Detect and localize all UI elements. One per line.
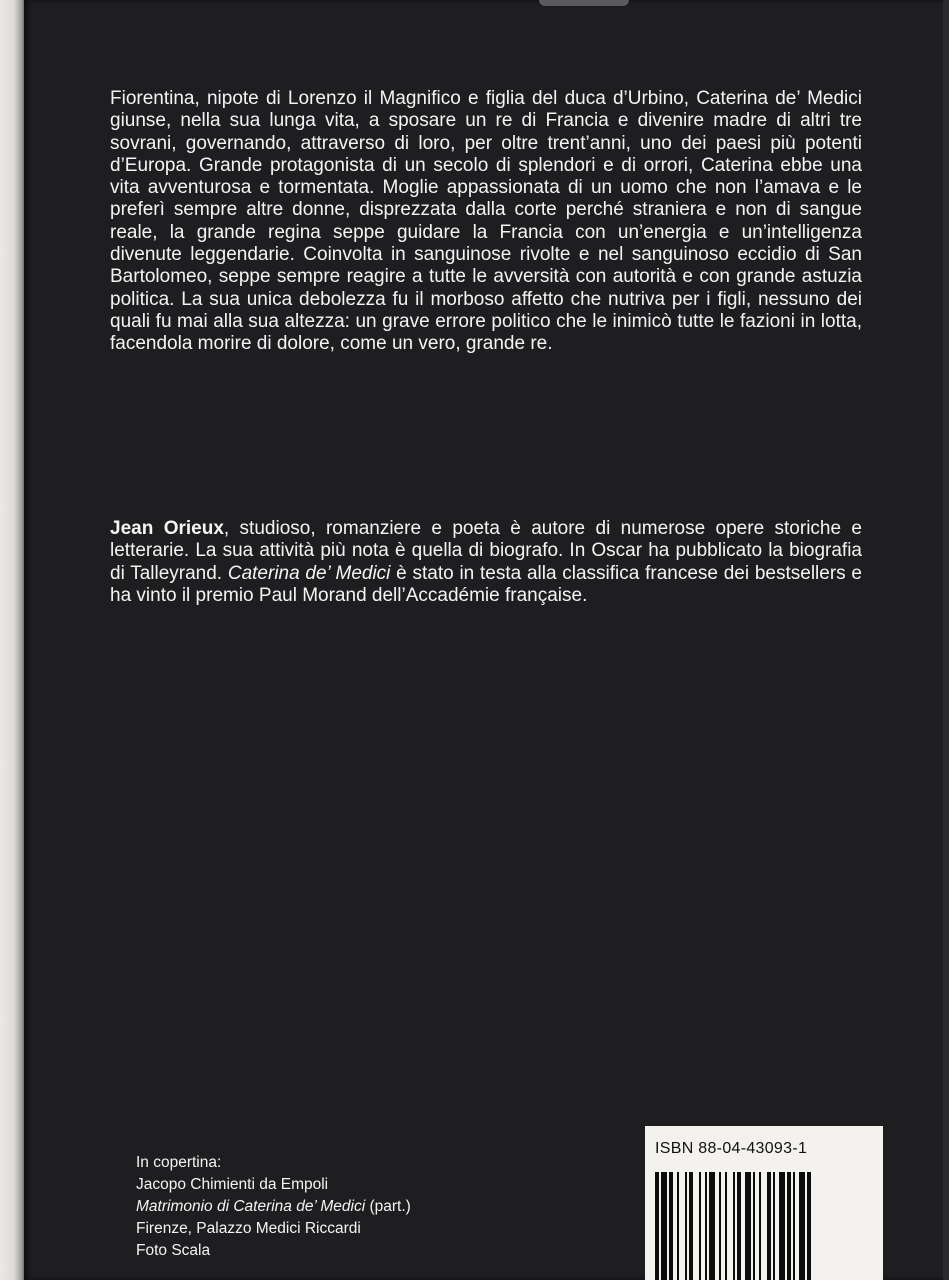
author-bio-paragraph — [110, 518, 862, 607]
synopsis-paragraph: Fiorentina, nipote di Lorenzo il Magnifico e figlia del duca d’Urbino, Caterina de’ Medici giunse, nella sua lunga vita, a sposare un re di Francia e divenire madre di altri tre sovrani, governando, attraverso di loro, per oltre trent’anni, uno dei paesi più potenti d’Europa. Grande protagonista di un secolo di splendori e di orrori, Caterina ebbe una vita avventurosa e tormentata. Moglie appassionata di un uomo che non l’amava e le preferì sempre altre donne, disprezzata dalla corte perché straniera e non di sangue reale, la grande regina seppe guidare la Francia con un’energia e un’intelligenza divenute leggendarie. Coinvolta in sanguinose rivolte e nel sanguinoso eccidio di San Bartolomeo, seppe sempre reagire a tutte le avversità con autorità e con grande astuzia politica. La sua unica debolezza fu il morboso affetto che nutriva per i figli, nessuno dei quali fu mai alla sua altezza: un grave errore politico che le inimicò tutte le fazioni in lotta, facendola morire di dolore, come un vero, grande re. — [110, 88, 862, 355]
credits-location: Firenze, Palazzo Medici Riccardi — [136, 1220, 361, 1237]
author-name: Jean Orieux — [110, 518, 224, 539]
cover-credits — [136, 1152, 411, 1262]
barcode-icon — [655, 1172, 869, 1280]
book-title: Caterina de’ Medici — [227, 562, 391, 584]
credits-heading: In copertina: — [136, 1154, 222, 1171]
credits-artwork — [136, 1196, 411, 1218]
credits-artwork-title: Matrimonio di Caterina de’ Medici — [136, 1198, 366, 1215]
isbn-number: ISBN 88-04-43093-1 — [655, 1140, 808, 1157]
author-bio-text-end: è stato in testa alla classifica francese dei bestsellers e ha vinto il premio Paul Morand dell’Accadémie française. — [110, 562, 862, 606]
credits-photo: Foto Scala — [136, 1242, 211, 1259]
credits-artist: Jacopo Chimienti da Empoli — [136, 1176, 329, 1193]
cover-right-edge — [943, 0, 949, 1280]
author-bio-text: , studioso, romanziere e poeta è autore di numerose opere storiche e letterarie. La sua attività più nota è quella di biografo. In Oscar ha pubblicato la biografia di Talleyrand. — [110, 518, 862, 584]
page-edge — [0, 0, 26, 1280]
synopsis-section — [110, 88, 862, 356]
author-bio-section — [110, 518, 862, 607]
cover-notch — [539, 0, 629, 6]
credits-artwork-note: (part.) — [365, 1198, 411, 1215]
barcode-panel — [645, 1126, 883, 1280]
